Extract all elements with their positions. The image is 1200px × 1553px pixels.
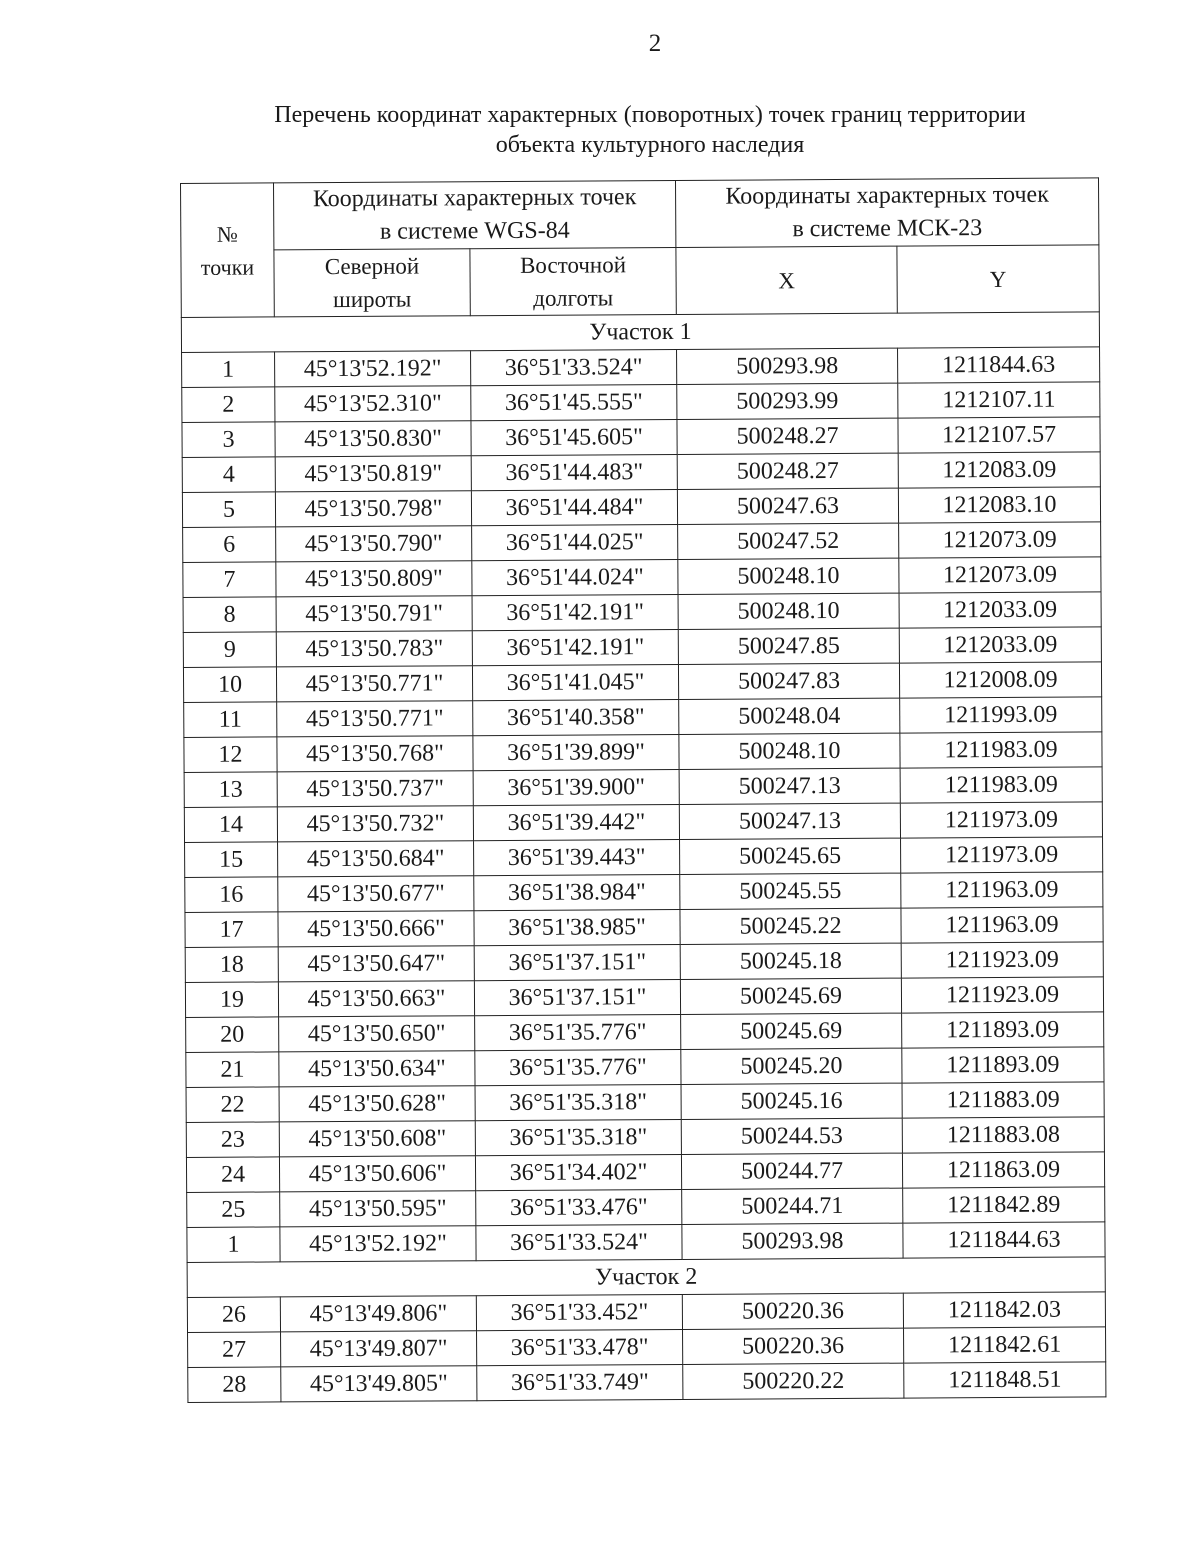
table-row [186,1047,1104,1088]
cell-longitude: 36°51'42.191" [472,629,678,665]
cell-longitude: 36°51'33.749" [477,1364,683,1400]
cell-point-number: 15 [185,842,278,878]
cell-point-number: 2 [182,387,275,423]
table-row [184,802,1102,843]
cell-longitude: 36°51'33.524" [471,349,677,385]
cell-longitude: 36°51'44.483" [471,454,677,490]
cell-y: 1212083.10 [898,487,1100,523]
coordinates-table [180,177,1106,1403]
cell-longitude: 36°51'34.402" [475,1154,681,1190]
cell-point-number: 4 [182,457,275,493]
table-row [183,662,1101,703]
cell-point-number: 25 [187,1192,280,1228]
header-msk23-line-1: Координаты характерных точек [725,181,1049,210]
header-wgs84-line-2: в системе WGS-84 [379,217,570,245]
header-longitude-line-2: долготы [533,285,614,311]
cell-y: 1211883.09 [902,1082,1104,1118]
header-latitude [274,249,470,317]
cell-x: 500220.22 [683,1363,904,1399]
cell-point-number: 1 [182,352,275,388]
cell-longitude: 36°51'39.442" [473,804,679,840]
table-row [186,1082,1104,1123]
cell-point-number: 16 [185,877,278,913]
cell-latitude: 45°13'49.806" [280,1296,476,1332]
cell-longitude: 36°51'41.045" [472,664,678,700]
cell-point-number: 23 [186,1122,279,1158]
header-longitude-line-1: Восточной [519,252,627,278]
cell-y: 1211963.09 [901,907,1103,943]
table-row [186,1152,1104,1193]
cell-latitude: 45°13'50.650" [279,1016,475,1052]
section-row [181,312,1099,353]
section-row [187,1257,1105,1298]
table-row [187,1222,1105,1263]
cell-latitude: 45°13'50.663" [278,981,474,1017]
cell-y: 1211842.89 [903,1187,1105,1223]
cell-longitude: 36°51'39.443" [474,839,680,875]
cell-latitude: 45°13'50.647" [278,946,474,982]
table-body [181,312,1106,1403]
table-row [185,872,1103,913]
cell-point-number: 24 [186,1157,279,1193]
section-title: Участок 1 [181,312,1099,353]
cell-latitude: 45°13'50.628" [279,1086,475,1122]
cell-longitude: 36°51'33.452" [476,1294,682,1330]
table-row [186,1012,1104,1053]
cell-x: 500245.65 [680,838,901,874]
cell-longitude: 36°51'35.318" [475,1119,681,1155]
header-point-number-line-1: № [216,221,238,247]
cell-x: 500244.71 [682,1188,903,1224]
header-point-number [181,183,275,318]
cell-latitude: 45°13'50.768" [277,736,473,772]
cell-point-number: 11 [184,702,277,738]
page-number: 2 [648,30,662,57]
cell-point-number: 27 [188,1332,281,1368]
cell-point-number: 3 [182,422,275,458]
cell-latitude: 45°13'50.677" [278,876,474,912]
cell-y: 1211863.09 [902,1152,1104,1188]
table-row [184,767,1102,808]
cell-x: 500248.04 [679,698,900,734]
table-row [183,592,1101,633]
cell-longitude: 36°51'42.191" [472,594,678,630]
cell-latitude: 45°13'49.807" [281,1331,477,1367]
table-row [185,942,1103,983]
cell-latitude: 45°13'52.192" [280,1226,476,1262]
cell-latitude: 45°13'50.771" [276,666,472,702]
cell-point-number: 26 [187,1297,280,1333]
cell-latitude: 45°13'50.666" [278,911,474,947]
cell-y: 1211883.08 [902,1117,1104,1153]
cell-point-number: 18 [185,947,278,983]
table-row [187,1187,1105,1228]
cell-point-number: 19 [185,982,278,1018]
cell-longitude: 36°51'44.024" [472,559,678,595]
cell-point-number: 7 [183,562,276,598]
cell-y: 1211848.51 [904,1362,1106,1398]
cell-longitude: 36°51'39.899" [473,734,679,770]
cell-x: 500220.36 [682,1293,903,1329]
cell-y: 1212107.11 [898,382,1100,418]
cell-latitude: 45°13'50.830" [275,421,471,457]
cell-y: 1211842.61 [904,1327,1106,1363]
cell-y: 1212073.09 [899,557,1101,593]
cell-point-number: 20 [186,1017,279,1053]
cell-latitude: 45°13'50.819" [275,456,471,492]
cell-y: 1212008.09 [899,662,1101,698]
cell-point-number: 9 [183,632,276,668]
cell-point-number: 14 [184,807,277,843]
table-row [182,487,1100,528]
table-row [186,1117,1104,1158]
cell-x: 500247.63 [677,488,898,524]
cell-x: 500248.10 [678,558,899,594]
cell-y: 1211983.09 [900,732,1102,768]
cell-point-number: 21 [186,1052,279,1088]
cell-longitude: 36°51'45.555" [471,384,677,420]
header-wgs84-group [274,180,676,249]
cell-point-number: 13 [184,772,277,808]
header-latitude-line-2: широты [333,286,412,313]
cell-point-number: 17 [185,912,278,948]
cell-latitude: 45°13'50.783" [276,631,472,667]
header-longitude [470,247,676,315]
header-x: X [676,246,897,314]
cell-longitude: 36°51'35.776" [475,1014,681,1050]
cell-latitude: 45°13'50.634" [279,1051,475,1087]
cell-latitude: 45°13'50.732" [277,806,473,842]
cell-x: 500244.77 [681,1153,902,1189]
header-wgs84-line-1: Координаты характерных точек [312,184,637,213]
cell-point-number: 8 [183,597,276,633]
cell-point-number: 6 [183,527,276,563]
cell-x: 500245.69 [680,978,901,1014]
cell-latitude: 45°13'50.791" [276,596,472,632]
cell-x: 500248.27 [677,453,898,489]
cell-longitude: 36°51'35.776" [475,1049,681,1085]
cell-x: 500247.52 [678,523,899,559]
cell-longitude: 36°51'37.151" [474,944,680,980]
cell-x: 500247.83 [678,663,899,699]
cell-y: 1211893.09 [902,1047,1104,1083]
cell-y: 1211983.09 [900,767,1102,803]
table-row [182,452,1100,493]
cell-y: 1212107.57 [898,417,1100,453]
cell-x: 500247.13 [679,768,900,804]
cell-longitude: 36°51'40.358" [473,699,679,735]
cell-longitude: 36°51'37.151" [474,979,680,1015]
cell-longitude: 36°51'33.524" [476,1224,682,1260]
cell-longitude: 36°51'44.484" [471,489,677,525]
cell-point-number: 28 [188,1367,281,1403]
cell-longitude: 36°51'33.476" [476,1189,682,1225]
table-row [183,627,1101,668]
cell-x: 500245.69 [681,1013,902,1049]
cell-x: 500247.85 [678,628,899,664]
cell-x: 500245.18 [680,943,901,979]
cell-x: 500248.10 [679,733,900,769]
table-row [183,522,1101,563]
table-row [184,732,1102,773]
cell-longitude: 36°51'44.025" [472,524,678,560]
cell-latitude: 45°13'50.809" [276,561,472,597]
cell-y: 1211923.09 [901,977,1103,1013]
header-point-number-line-2: точки [200,254,255,280]
cell-y: 1211844.63 [903,1222,1105,1258]
table-header [181,178,1100,318]
title-line-1: Перечень координат характерных (поворотных) точек границ территории [274,102,1026,128]
table-row [183,557,1101,598]
title-line-2: объекта культурного наследия [495,132,805,158]
header-msk23-group [676,178,1099,248]
header-latitude-line-1: Северной [324,253,420,280]
cell-latitude: 45°13'52.310" [275,386,471,422]
cell-point-number: 12 [184,737,277,773]
cell-y: 1212033.09 [899,627,1101,663]
cell-x: 500245.55 [680,873,901,909]
table-row [184,697,1102,738]
cell-longitude: 36°51'35.318" [475,1084,681,1120]
cell-y: 1211893.09 [902,1012,1104,1048]
cell-x: 500245.22 [680,908,901,944]
cell-point-number: 5 [182,492,275,528]
cell-x: 500220.36 [683,1328,904,1364]
cell-latitude: 45°13'52.192" [275,351,471,387]
cell-latitude: 45°13'50.737" [277,771,473,807]
header-y: Y [897,245,1099,313]
cell-x: 500247.13 [679,803,900,839]
cell-x: 500248.10 [678,593,899,629]
cell-latitude: 45°13'50.790" [276,526,472,562]
cell-x: 500244.53 [681,1118,902,1154]
cell-y: 1211973.09 [900,802,1102,838]
cell-point-number: 22 [186,1087,279,1123]
cell-longitude: 36°51'38.984" [474,874,680,910]
cell-latitude: 45°13'49.805" [281,1366,477,1402]
table-row [182,382,1100,423]
cell-x: 500248.27 [677,418,898,454]
table-row [182,347,1100,388]
cell-y: 1212083.09 [898,452,1100,488]
cell-longitude: 36°51'45.605" [471,419,677,455]
cell-x: 500245.20 [681,1048,902,1084]
cell-latitude: 45°13'50.771" [277,701,473,737]
cell-y: 1211923.09 [901,942,1103,978]
section-title: Участок 2 [187,1257,1105,1298]
cell-x: 500293.99 [677,383,898,419]
cell-latitude: 45°13'50.798" [275,491,471,527]
cell-point-number: 1 [187,1227,280,1263]
cell-y: 1212033.09 [899,592,1101,628]
cell-longitude: 36°51'33.478" [477,1329,683,1365]
cell-longitude: 36°51'38.985" [474,909,680,945]
cell-latitude: 45°13'50.684" [278,841,474,877]
cell-x: 500293.98 [682,1223,903,1259]
cell-x: 500293.98 [677,348,898,384]
cell-y: 1211842.03 [903,1292,1105,1328]
table-row [188,1327,1106,1368]
cell-latitude: 45°13'50.606" [279,1156,475,1192]
cell-latitude: 45°13'50.595" [280,1191,476,1227]
cell-y: 1211973.09 [901,837,1103,873]
table-row [187,1292,1105,1333]
table-row [188,1362,1106,1403]
table-row [185,837,1103,878]
cell-point-number: 10 [183,667,276,703]
cell-latitude: 45°13'50.608" [279,1121,475,1157]
cell-y: 1211993.09 [900,697,1102,733]
table-row [182,417,1100,458]
header-msk23-line-2: в системе МСК-23 [792,215,983,243]
cell-y: 1211963.09 [901,872,1103,908]
cell-longitude: 36°51'39.900" [473,769,679,805]
table-row [185,907,1103,948]
cell-x: 500245.16 [681,1083,902,1119]
cell-y: 1212073.09 [899,522,1101,558]
cell-y: 1211844.63 [898,347,1100,383]
document-title [200,100,1100,160]
table-row [185,977,1103,1018]
